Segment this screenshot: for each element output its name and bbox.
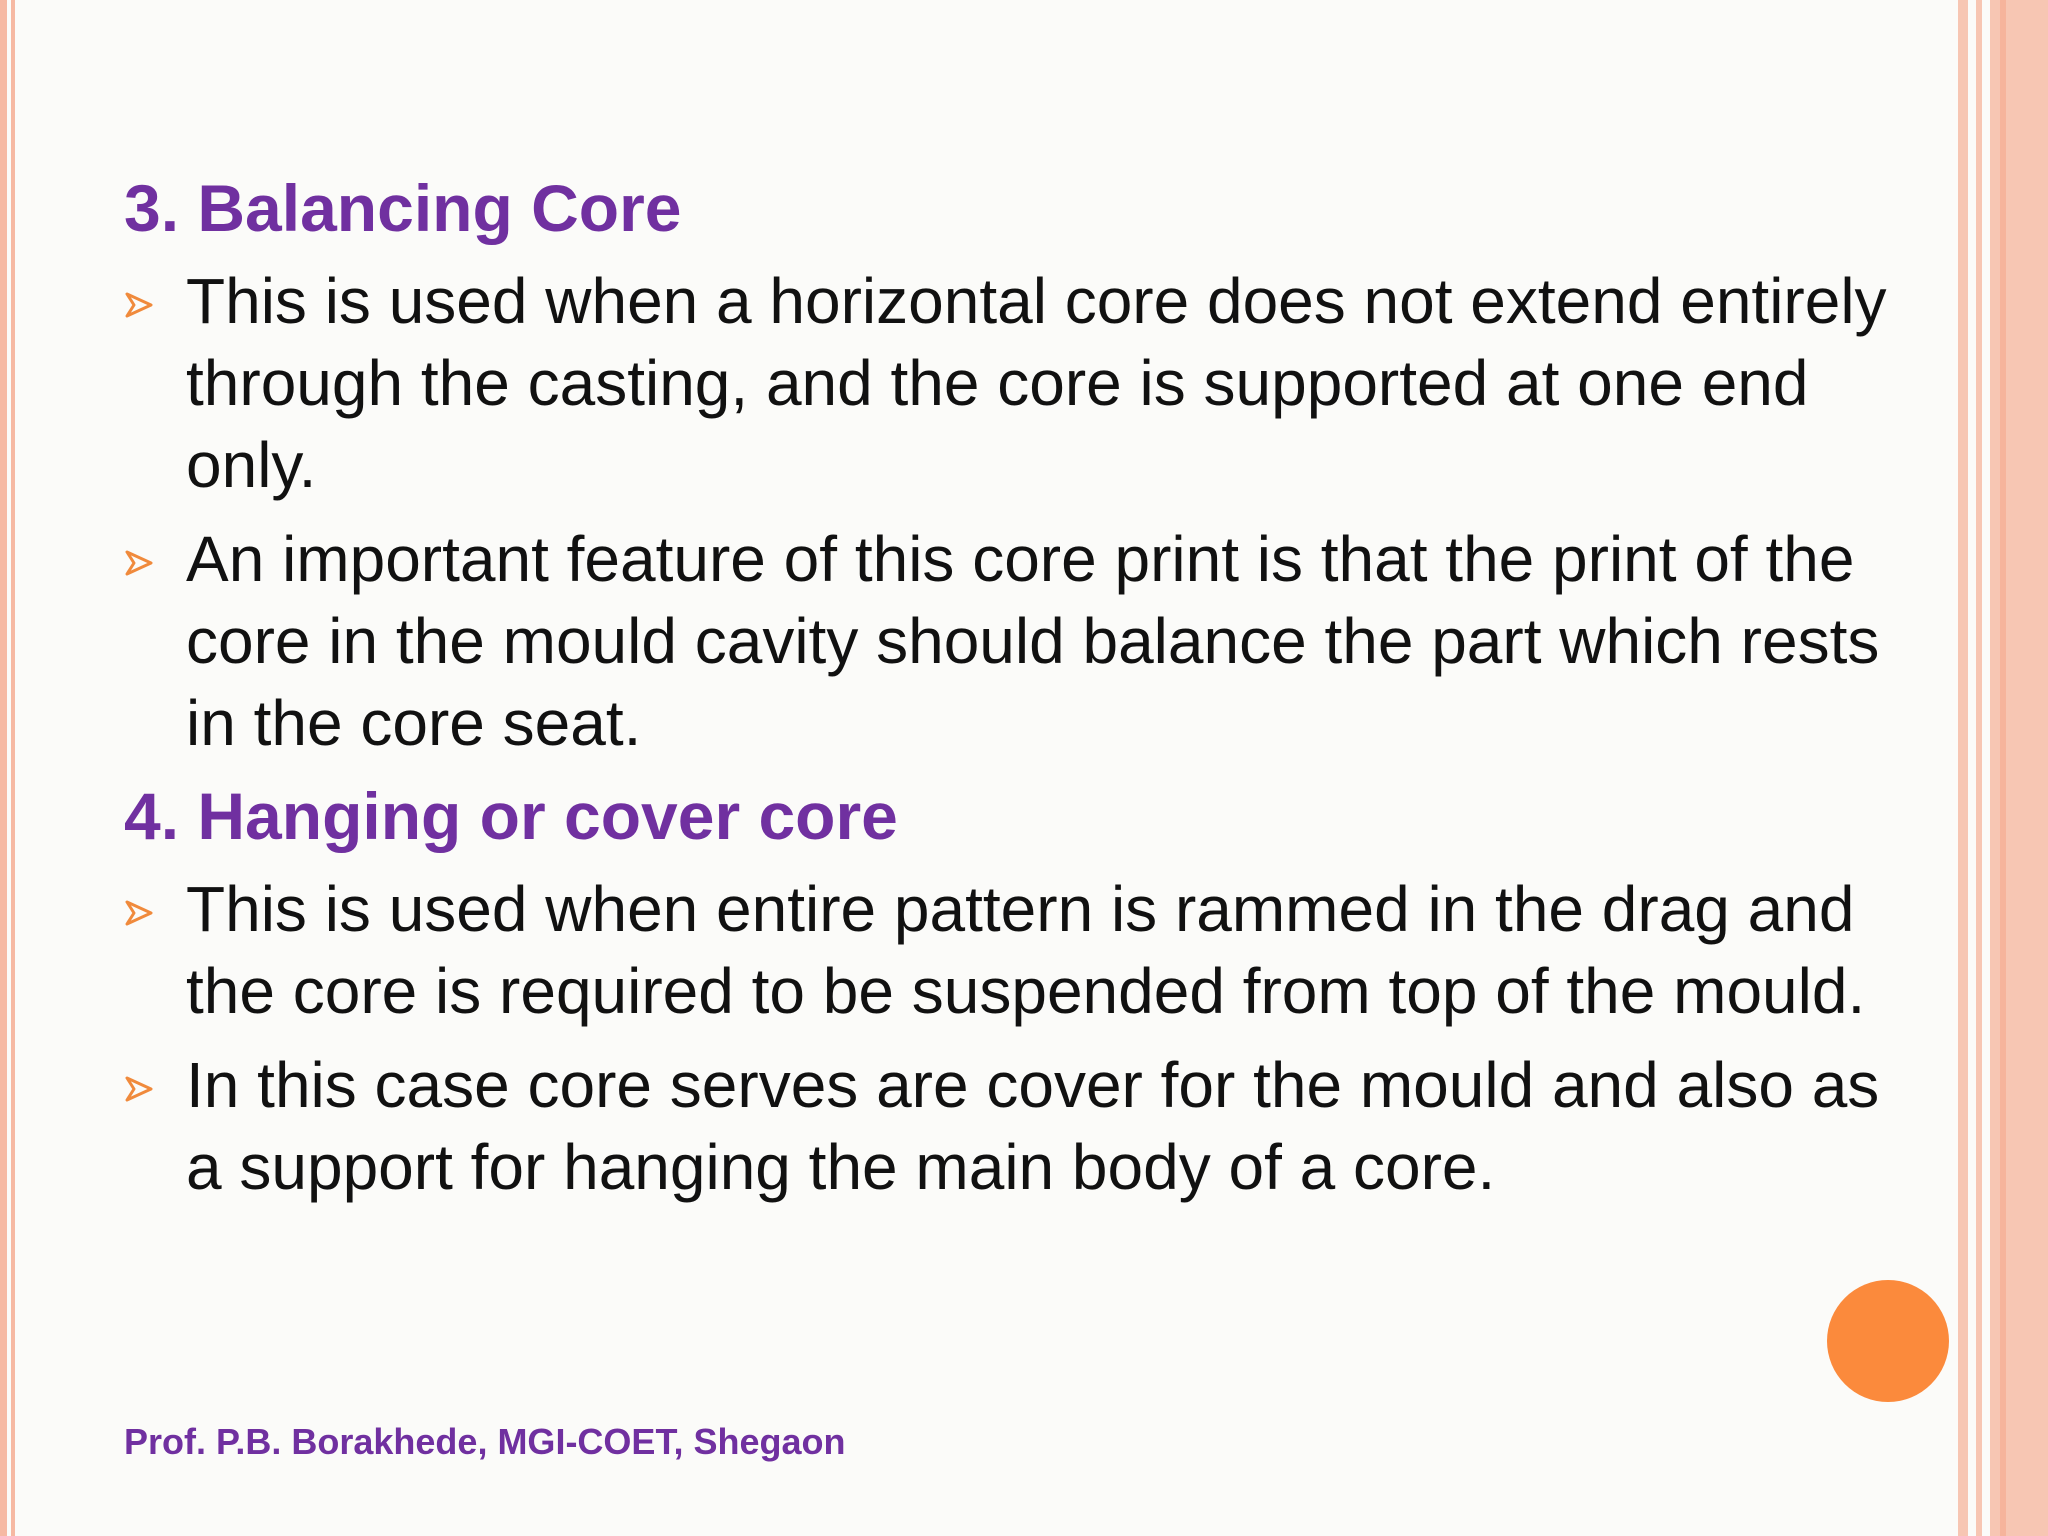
bullet-item (124, 518, 1904, 764)
left-border-stripe (0, 0, 7, 1536)
right-decor-band (1990, 0, 2048, 1536)
arrowhead-bullet-icon (124, 290, 154, 320)
bullet-text: An important feature of this core print is that the print of the core in the mould cavity should balance the part which rests in the core seat. (186, 523, 1880, 759)
arrowhead-bullet-icon (124, 1074, 154, 1104)
slide-footer: Prof. P.B. Borakhede, MGI-COET, Shegaon (124, 1421, 846, 1462)
arrowhead-bullet-icon (124, 898, 154, 928)
left-border-stripe-thin (11, 0, 15, 1536)
slide-body (124, 160, 1904, 1220)
bullet-item (124, 868, 1904, 1032)
orange-circle-decoration (1827, 1280, 1949, 1402)
arrowhead-bullet-icon (124, 548, 154, 578)
bullet-text: In this case core serves are cover for the mould and also as a support for hanging the main body of a core. (186, 1049, 1880, 1203)
section-heading-hanging-core: 4. Hanging or cover core (124, 779, 898, 853)
bullet-text: This is used when entire pattern is rammed in the drag and the core is required to be suspended from top of the mould. (186, 873, 1866, 1027)
right-decor-band-line (2000, 0, 2006, 1536)
bullet-text: This is used when a horizontal core does not extend entirely through the casting, and the core is supported at one end only. (186, 265, 1887, 501)
right-decor-stripe (1976, 0, 1982, 1536)
bullet-item (124, 1044, 1904, 1208)
section-heading-balancing-core: 3. Balancing Core (124, 171, 682, 245)
bullet-item (124, 260, 1904, 506)
right-decor-stripe (1958, 0, 1968, 1536)
